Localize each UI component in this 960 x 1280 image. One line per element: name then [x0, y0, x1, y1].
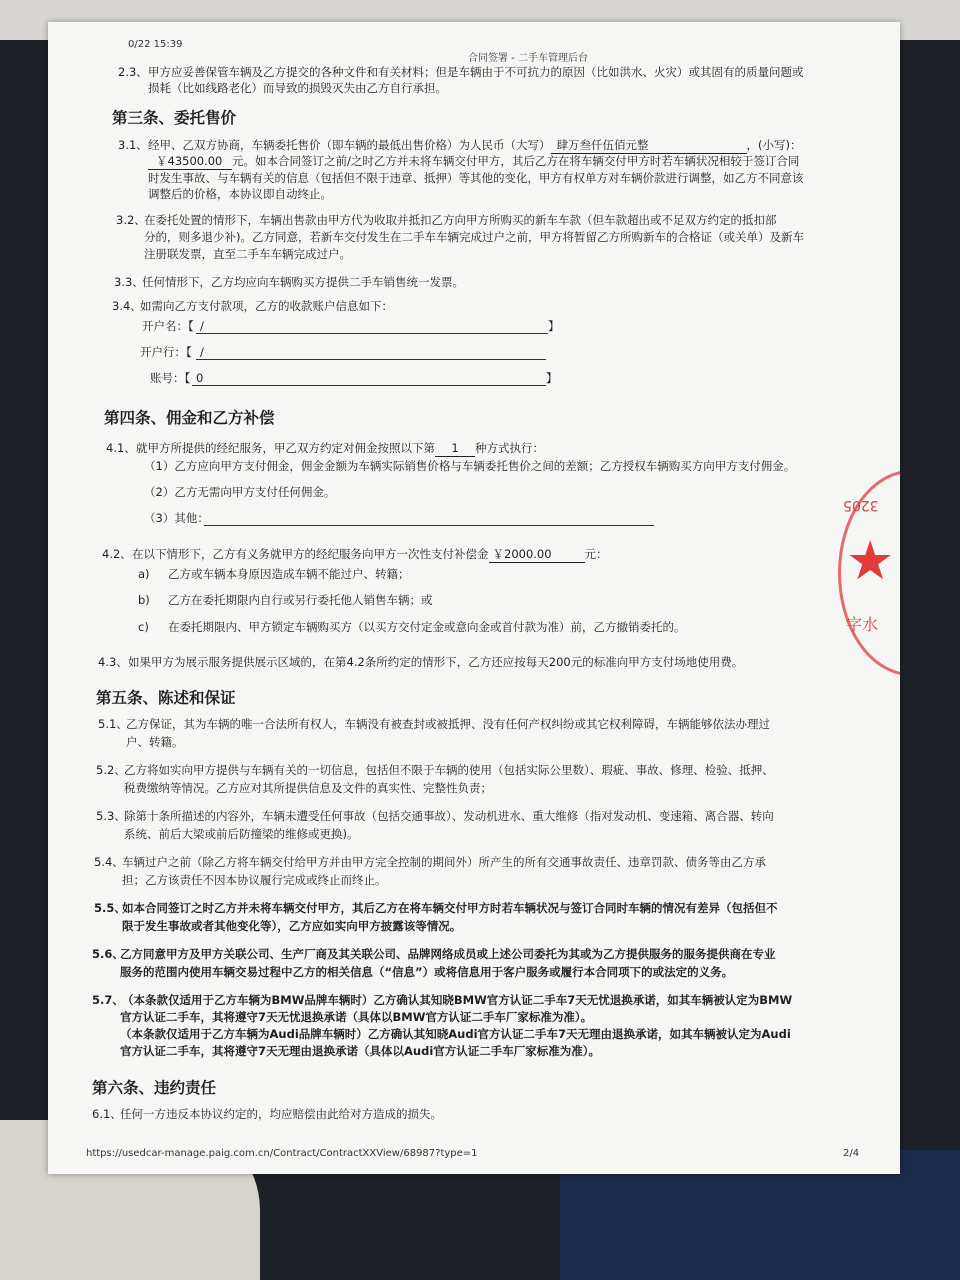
amount-in-words: 肆万叁仟伍佰元整	[551, 137, 747, 154]
clause-number: 5.3、	[96, 809, 126, 823]
clause-number: 3.3、	[114, 275, 144, 289]
clause-text: 如需向乙方支付款项，乙方的收款账户信息如下：	[140, 299, 393, 313]
compensation-amount: ￥2000.00	[489, 546, 585, 563]
account-bank-value: /	[200, 345, 204, 359]
contract-page	[48, 22, 900, 1174]
clause-text: 任何情形下，乙方均应向车辆购买方提供二手车销售统一发票。	[142, 275, 464, 289]
option-text: （3）其他：	[144, 511, 209, 525]
seal-star-icon: ★	[846, 529, 895, 592]
clause-text: 担；乙方该责任不因本协议履行完成或终止而终止。	[122, 873, 387, 887]
list-item: 乙方或车辆本身原因造成车辆不能过户、转籍；	[168, 567, 410, 581]
clause-text: 经甲、乙双方协商，车辆委托售价（即车辆的最低出售价格）为人民币（大写） 肆万叁仟伍佰元整 ，(小写)：	[148, 138, 802, 152]
clause-text: 限于发生事故或者其他变化等），乙方应如实向甲方披露该等情况。	[122, 919, 462, 933]
clause-text: 官方认证二手车，其将遵守7天无理由退换承诺（具体以Audi官方认证二手车厂家标准为准）。	[120, 1044, 601, 1058]
seal-text: 3205	[843, 497, 879, 513]
page-number: 2/4	[843, 1148, 860, 1159]
clause-number: 4.3、	[98, 655, 128, 669]
clause-text: 注册联发票，直至二手车车辆完成过户。	[144, 247, 351, 261]
clause-text: 在以下情形下，乙方有义务就甲方的经纪服务向甲方一次性支付补偿金 ￥2000.00 元：	[132, 547, 608, 561]
account-number-value: 0	[196, 371, 204, 385]
option-text: （1）乙方应向甲方支付佣金，佣金金额为车辆实际销售价格与车辆委托售价之间的差额；乙方授权车辆购买方向甲方支付佣金。	[144, 459, 796, 473]
clause-text: 就甲方所提供的经纪服务，甲乙双方约定对佣金按照以下第 1 种方式执行：	[136, 441, 544, 455]
account-name-label: 开户名：【	[142, 319, 194, 333]
clause-text: （本条款仅适用于乙方车辆为BMW品牌车辆时）乙方确认其知晓BMW官方认证二手车7天无忧退换承诺，如其车辆被认定为BMW	[122, 993, 793, 1007]
list-item-key: c)	[138, 620, 149, 634]
page-url: https://usedcar-manage.paig.com.cn/Contract/ContractXXView/68987?type=1	[86, 1148, 478, 1159]
clause-number: 5.4、	[94, 855, 124, 869]
clause-text: 乙方同意甲方及甲方关联公司、生产厂商及其关联公司、品牌网络成员或上述公司委托为其或为乙方提供服务的服务提供商在专业	[120, 947, 776, 961]
list-item: 在委托期限内、甲方锁定车辆购买方（以买方交付定金或意向金或首付款为准）前，乙方撤销委托的。	[168, 620, 686, 634]
clause-text: 在委托处置的情形下，车辆出售款由甲方代为收取并抵扣乙方向甲方所购买的新车车款（但车款超出或不足双方约定的抵扣部	[144, 213, 777, 227]
clause-text: 官方认证二手车，其将遵守7天无忧退换承诺（具体以BMW官方认证二手车厂家标准为准）。	[120, 1010, 593, 1024]
clause-number: 3.1、	[118, 138, 148, 152]
clause-text: 调整后的价格，本协议即自动终止。	[148, 187, 332, 201]
clause-text: 甲方应妥善保管车辆及乙方提交的各种文件和有关材料；但是车辆由于不可抗力的原因（比如洪水、火灾）或其固有的质量问题或	[148, 65, 804, 79]
clause-text: ￥43500.00 元。如本合同签订之前/之时乙方并未将车辆交付甲方，其后乙方在将车辆交付甲方时若车辆状况相较于签订合同	[148, 153, 799, 170]
account-bank-label: 开户行：【	[140, 345, 192, 359]
clause-text: 如果甲方为展示服务提供展示区域的，在第4.2条所约定的情形下，乙方还应按每天200元的标准向甲方支付场地使用费。	[128, 655, 744, 669]
clause-text: 乙方保证，其为车辆的唯一合法所有权人，车辆没有被查封或被抵押、没有任何产权纠纷或其它权利障碍，车辆能够依法办理过	[126, 717, 770, 731]
clause-text: 损耗（比如线路老化）而导致的损毁灭失由乙方自行承担。	[148, 81, 447, 95]
clause-number: 3.4、	[112, 299, 142, 313]
underline	[192, 385, 546, 386]
clause-text: 乙方将如实向甲方提供与车辆有关的一切信息，包括但不限于车辆的使用（包括实际公里数）、瑕疵、事故、修理、检验、抵押、	[124, 763, 774, 777]
clause-number: 3.2、	[116, 213, 146, 227]
section-title: 第三条、委托售价	[112, 109, 237, 127]
clause-number: 4.1、	[106, 441, 136, 455]
clause-text: 时发生事故、与车辆有关的信息（包括但不限于违章、抵押）等其他的变化，甲方有权单方对车辆价款进行调整，如乙方不同意该	[148, 171, 804, 185]
section-title: 第六条、违约责任	[92, 1079, 217, 1097]
section-title: 第四条、佣金和乙方补偿	[104, 409, 275, 427]
amount-in-figures: ￥43500.00	[148, 153, 232, 170]
clause-text: 服务的范围内使用车辆交易过程中乙方的相关信息（“信息”）或将信息用于客户服务或履行本合同项下的或法定的义务。	[120, 965, 734, 979]
clause-number: 6.1、	[92, 1107, 122, 1121]
clause-text: 车辆过户之前（除乙方将车辆交付给甲方并由甲方完全控制的期间外）所产生的所有交通事故责任、违章罚款、债务等由乙方承	[122, 855, 766, 869]
commission-option: 1	[435, 440, 475, 457]
print-time: 0/22 15:39	[128, 39, 183, 50]
clause-text: 户、转籍。	[126, 735, 184, 749]
clause-text: （本条款仅适用于乙方车辆为Audi品牌车辆时）乙方确认其知晓Audi官方认证二手车7天无理由退换承诺，如其车辆被认定为Audi	[120, 1027, 791, 1041]
clause-text: 如本合同签订之时乙方并未将车辆交付甲方，其后乙方在将车辆交付甲方时若车辆状况与签订合同时车辆的情况有差异（包括但不	[122, 901, 778, 915]
account-name-value: /	[200, 319, 204, 333]
section-title: 第五条、陈述和保证	[96, 689, 236, 707]
seal-text: 字水	[846, 615, 879, 634]
clause-number: 5.7、	[92, 993, 124, 1007]
clause-number: 4.2、	[102, 547, 132, 561]
underline	[196, 333, 548, 334]
clause-number: 5.6、	[92, 947, 124, 961]
print-title: 合同签署 - 二手车管理后台	[468, 53, 588, 64]
clause-text: 分的，则多退少补)。乙方同意，若新车交付发生在二手车车辆完成过户之前，甲方将暂留乙方所购新车的合格证（或关单）及新车	[144, 230, 804, 244]
list-item: 乙方在委托期限内自行或另行委托他人销售车辆；或	[168, 593, 433, 607]
underline	[204, 525, 654, 526]
clause-number: 5.1、	[98, 717, 128, 731]
account-number-label: 账号：【	[150, 371, 191, 385]
clause-text: 任何一方违反本协议约定的，均应赔偿由此给对方造成的损失。	[120, 1107, 442, 1121]
clause-number: 5.2、	[96, 763, 126, 777]
clause-text: 系统、前后大梁或前后防撞梁的维修或更换)。	[124, 827, 359, 841]
bracket: 】	[546, 371, 558, 385]
clause-text: 税费缴纳等情况。乙方应对其所提供信息及文件的真实性、完整性负责；	[124, 781, 492, 795]
list-item-key: a)	[138, 567, 150, 581]
clause-number: 5.5、	[94, 901, 126, 915]
bracket: 】	[548, 319, 560, 333]
list-item-key: b)	[138, 593, 150, 607]
clause-text: 除第十条所描述的内容外，车辆未遭受任何事故（包括交通事故）、发动机进水、重大维修（指对发动机、变速箱、离合器、转向	[124, 809, 774, 823]
clause-number: 2.3、	[118, 65, 148, 79]
option-text: （2）乙方无需向甲方支付任何佣金。	[144, 485, 336, 499]
underline	[196, 359, 546, 360]
